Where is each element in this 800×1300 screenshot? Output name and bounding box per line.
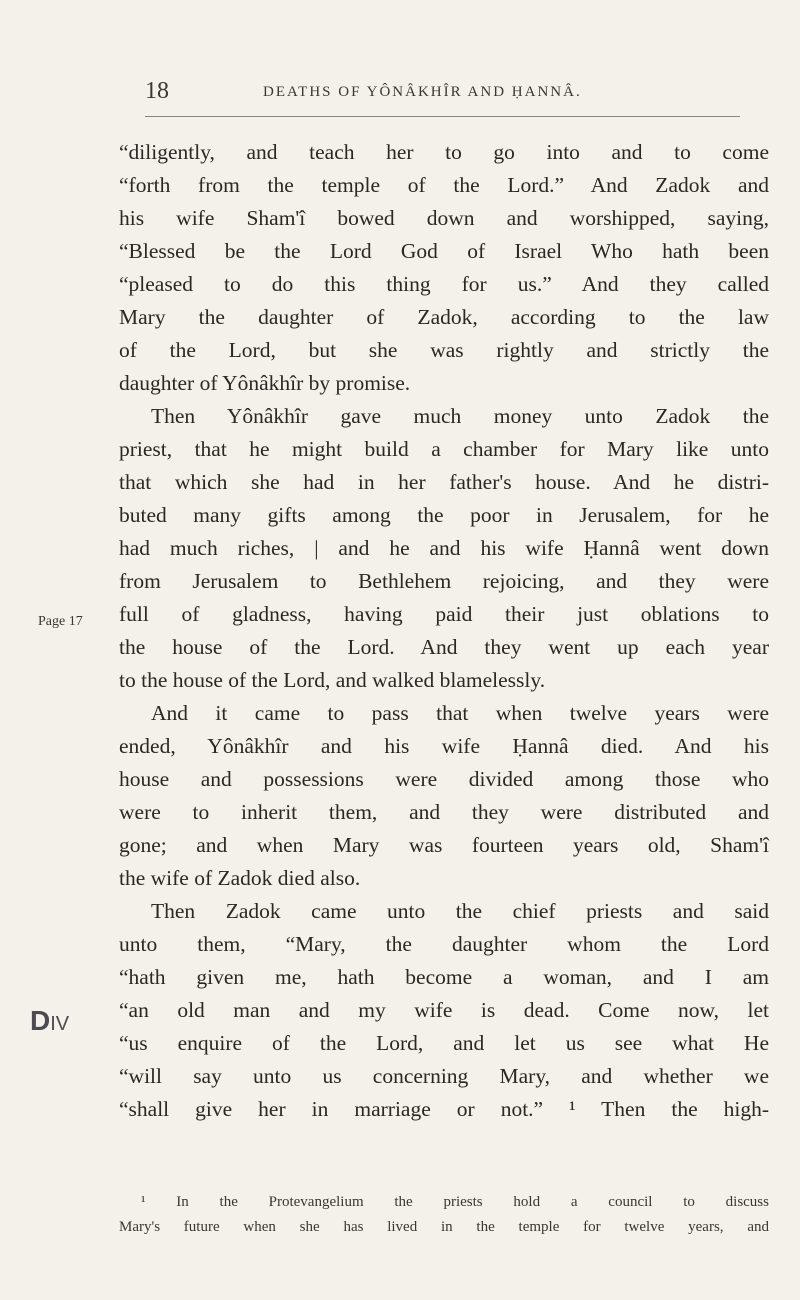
text-line: priest, that he might build a chamber for Mary like unto (119, 437, 769, 461)
text-line: the wife of Zadok died also. (119, 866, 361, 890)
footnote-line: Mary's future when she has lived in the temple for twelve years, and (119, 1219, 769, 1235)
text-line: the house of the Lord. And they went up each year (119, 635, 769, 659)
page-header (145, 78, 740, 110)
text-line: buted many gifts among the poor in Jerusalem, for he (119, 503, 769, 527)
text-line: And it came to pass that when twelve years were (151, 701, 769, 725)
text-line: “will say unto us concerning Mary, and whether we (119, 1064, 769, 1088)
margin-page-reference: Page 17 (38, 614, 83, 629)
footnote (119, 1190, 769, 1240)
text-line: of the Lord, but she was rightly and strictly the (119, 338, 769, 362)
text-line: had much riches, | and he and his wife Ḥannâ went down (119, 536, 769, 560)
text-line: his wife Sham'î bowed down and worshipped, saying, (119, 206, 769, 230)
stamp-text: IV (50, 1013, 70, 1035)
page-number: 18 (145, 78, 169, 104)
body-text (119, 136, 769, 1126)
stamp-letter: D (30, 1005, 51, 1036)
text-line: “Blessed be the Lord God of Israel Who hath been (119, 239, 769, 263)
text-line: Then Yônâkhîr gave much money unto Zadok the (151, 404, 769, 428)
text-line: “us enquire of the Lord, and let us see what He (119, 1031, 769, 1055)
library-stamp (30, 1005, 69, 1037)
text-line: “pleased to do this thing for us.” And they called (119, 272, 769, 296)
text-line: Mary the daughter of Zadok, according to the law (119, 305, 769, 329)
text-line: daughter of Yônâkhîr by promise. (119, 371, 411, 395)
text-line: to the house of the Lord, and walked blamelessly. (119, 668, 546, 692)
header-rule (145, 116, 740, 117)
text-line: “an old man and my wife is dead. Come now, let (119, 998, 769, 1022)
text-line: were to inherit them, and they were distributed and (119, 800, 769, 824)
text-line: house and possessions were divided among those who (119, 767, 769, 791)
text-line: unto them, “Mary, the daughter whom the Lord (119, 932, 769, 956)
text-line: ended, Yônâkhîr and his wife Ḥannâ died. And his (119, 734, 769, 758)
text-line: Then Zadok came unto the chief priests and said (151, 899, 769, 923)
text-line: full of gladness, having paid their just oblations to (119, 602, 769, 626)
running-head: DEATHS OF YÔNÂKHÎR AND ḤANNÂ. (263, 84, 582, 100)
text-line: that which she had in her father's house. And he distri- (119, 470, 769, 494)
footnote-line: ¹ In the Protevangelium the priests hold a council to discuss (141, 1194, 769, 1210)
text-line: “shall give her in marriage or not.” ¹ Then the high- (119, 1097, 769, 1121)
text-line: “diligently, and teach her to go into and to come (119, 140, 769, 164)
text-line: “forth from the temple of the Lord.” And Zadok and (119, 173, 769, 197)
text-line: gone; and when Mary was fourteen years old, Sham'î (119, 833, 769, 857)
text-line: from Jerusalem to Bethlehem rejoicing, and they were (119, 569, 769, 593)
text-line: “hath given me, hath become a woman, and I am (119, 965, 769, 989)
